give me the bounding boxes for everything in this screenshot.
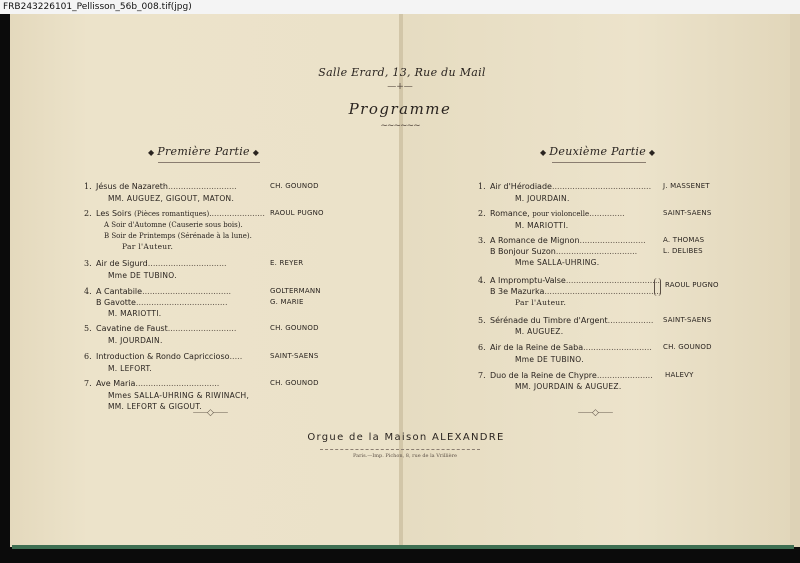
performers: M. JOURDAIN. xyxy=(108,336,163,345)
performers: Mmes SALLA-UHRING & RIWINACH, xyxy=(108,391,250,400)
page-title: Programme xyxy=(348,100,452,118)
composer: A. THOMAS xyxy=(663,236,705,244)
composer: CH. GOUNOD xyxy=(270,379,319,387)
program-item: 2. Romance, pour violoncelle.............. xyxy=(478,209,625,218)
venue-line: Salle Erard, 13, Rue du Mail xyxy=(318,66,486,79)
program-item: 6. Air de la Reine de Saba........................... xyxy=(478,343,652,352)
program-item: 2. Les Soirs (Pièces romantiques)...................... xyxy=(84,209,265,218)
printer-credit: Paris.—Imp. Pichon, 8, rue de la Vrillière xyxy=(353,453,457,459)
composer: CH. GOUNOD xyxy=(270,182,319,190)
performers: M. JOURDAIN. xyxy=(515,194,570,203)
performers: MM. LEFORT & GIGOUT. xyxy=(108,402,203,411)
organ-credit: Orgue de la Maison ALEXANDRE xyxy=(307,432,505,443)
diamond-icon: ◆ xyxy=(646,148,656,157)
program-item: B 3e Mazurka.............................................. xyxy=(490,287,662,296)
program-item: 5. Cavatine de Faust........................... xyxy=(84,324,237,333)
performers: Par l'Auteur. xyxy=(122,242,174,251)
side-sheet xyxy=(790,14,800,547)
second-part-heading: ◆ Deuxième Partie ◆ xyxy=(540,145,656,158)
header-ornament: —+— xyxy=(387,82,413,92)
composer: HALEVY xyxy=(665,371,694,379)
program-item: 1. Jésus de Nazareth........................... xyxy=(84,182,237,191)
heading-rule xyxy=(552,162,646,163)
program-item: 3. A Romance de Mignon.......................... xyxy=(478,236,646,245)
ornament: ⸺◇⸺ xyxy=(577,408,613,418)
composer: SAINT-SAENS xyxy=(663,316,712,324)
diamond-icon: ◆ xyxy=(148,148,158,157)
heading-rule xyxy=(158,162,260,163)
composer: SAINT-SAENS xyxy=(270,352,319,360)
composer: RAOUL PUGNO xyxy=(665,281,719,289)
program-item: 7. Ave Maria................................. xyxy=(84,379,220,388)
sub-item: A Soir d'Automne (Causerie sous bois). xyxy=(104,221,243,229)
performers: M. MARIOTTI. xyxy=(108,309,162,318)
performers: M. LEFORT. xyxy=(108,364,153,373)
program-item: 4. A Cantabile................................... xyxy=(84,287,232,296)
program-item: B Bonjour Suzon................................ xyxy=(490,247,638,256)
performers: MM. JOURDAIN & AUGUEZ. xyxy=(515,382,622,391)
program-item: 3. Air de Sigurd............................... xyxy=(84,259,227,268)
program-item: 6. Introduction & Rondo Capriccioso..... xyxy=(84,352,243,361)
footer-rule xyxy=(320,449,480,450)
diamond-icon: ◆ xyxy=(249,148,260,157)
program-item: 4. A Impromptu-Valse..................................... xyxy=(478,276,660,285)
composer: CH. GOUNOD xyxy=(270,324,319,332)
performers: M. MARIOTTI. xyxy=(515,221,569,230)
performers: Mme DE TUBINO. xyxy=(515,355,584,364)
page-fold xyxy=(399,14,403,547)
performers: M. AUGUEZ. xyxy=(515,327,564,336)
program-item: 5. Sérénade du Timbre d'Argent.................. xyxy=(478,316,654,325)
performers: Mme SALLA-UHRING. xyxy=(515,258,600,267)
composer: E. REYER xyxy=(270,259,304,267)
composer: G. MARIE xyxy=(270,298,304,306)
composer: SAINT-SAENS xyxy=(663,209,712,217)
program-item: 1. Air d'Hérodiade....................................... xyxy=(478,182,652,191)
first-part-heading: ◆ Première Partie ◆ xyxy=(148,145,260,158)
program-item: 7. Duo de la Reine de Chypre...................... xyxy=(478,371,653,380)
title-ornament: ~~~~~~ xyxy=(380,121,420,131)
left-page xyxy=(10,14,401,547)
sub-item: B Soir de Printemps (Sérénade à la lune). xyxy=(104,232,252,240)
performers: MM. AUGUEZ, GIGOUT, MATON. xyxy=(108,194,235,203)
composer: J. MASSENET xyxy=(663,182,710,190)
composer: L. DELIBES xyxy=(663,247,703,255)
performers: Par l'Auteur. xyxy=(515,298,567,307)
window-title: FRB243226101_Pellisson_56b_008.tif(jpg) xyxy=(0,0,800,14)
performers: Mme DE TUBINO. xyxy=(108,271,177,280)
composer: RAOUL PUGNO xyxy=(270,209,324,217)
composer: GOLTERMANN xyxy=(270,287,321,295)
bottom-strip xyxy=(12,545,794,549)
composer: CH. GOUNOD xyxy=(663,343,712,351)
program-item: B Gavotte.................................... xyxy=(96,298,228,307)
diamond-icon: ◆ xyxy=(540,148,550,157)
ornament: ⸺◇⸺ xyxy=(192,408,228,418)
